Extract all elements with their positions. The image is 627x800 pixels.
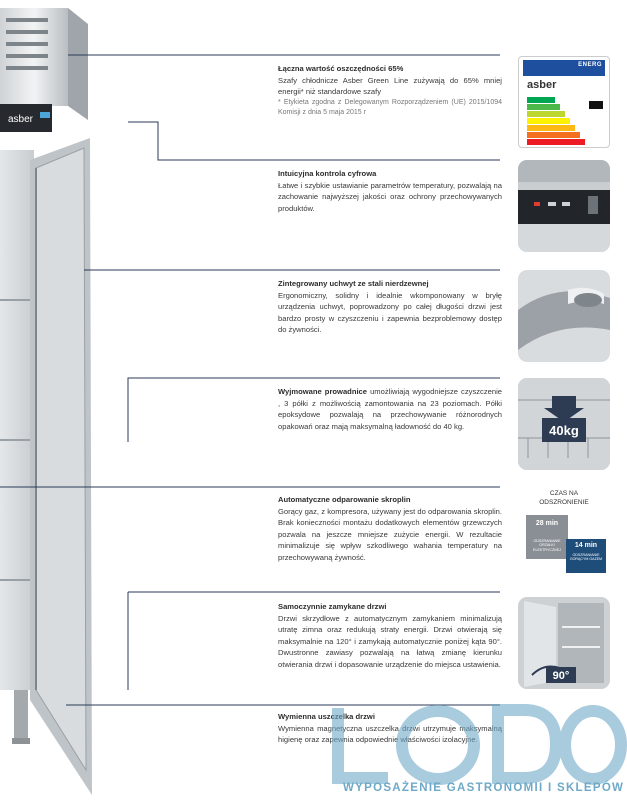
energy-label — [518, 56, 610, 148]
feature-text: Ergonomiczny, solidny i idealnie wkomponowany w bryłę urządzenia uchwyt, poprowadzony po całej długości drzwi jest bardzo prosty w czyszczeniu i zapewnia bezproblemowy dostęp do żywności. — [278, 290, 502, 335]
fridge-brand: asber — [8, 114, 34, 125]
feature-title: Łączna wartość oszczędności 65% — [278, 64, 404, 73]
feature-digital-control — [278, 168, 502, 214]
feature-title: Wyjmowane prowadnice — [278, 387, 368, 396]
feature-text: umożliwiają wygodniejsze czyszczenie , 3 półki z możliwością zamontowania na 23 poziomach. Półki epoksydowe pozwalają na przechowywanie różnorodnych opakowań oraz mają maksymalną ładowność do 40 kg. — [278, 387, 502, 431]
defrost-electric-label: ODSZRANIANIE GRZAŁKI ELEKTRYCZNEJ — [533, 539, 561, 552]
feature-energy-savings — [278, 63, 502, 119]
feature-text: Gorący gaz, z kompresora, używany jest do odparowania skroplin. Brak konieczności montażu dodatkowych elementów grzewczych pozwala na jeszcze mniejsze zużycie energii. W rezultacie minimalizuje się wpływ szkodliwego wahania temperatury na przechowywaną żywność. — [278, 506, 502, 562]
fridge-illustration — [0, 0, 160, 800]
feature-title: Wymienna uszczelka drzwi — [278, 712, 375, 721]
defrost-hotgas-label: ODSZRANIANIE GORĄCYM GAZEM — [569, 553, 603, 562]
feature-text: Drzwi skrzydłowe z automatycznym zamykaniem minimalizują utratę zimna oraz redukują straty energii. Drzwi otwierają się maksymalnie na 120° i zamykają automatycznie poniżej kąta 90°. Dwustronne zawiasy pozwalają na łatwą zmianę kierunku otwierania drzwi i dopasowanie urządzenie do miejsca ustawienia. — [278, 613, 502, 669]
feature-handle — [278, 278, 502, 336]
digital-control-photo — [518, 160, 610, 252]
shelves-photo — [518, 378, 610, 470]
energy-label-brand: asber — [527, 79, 557, 91]
feature-note: * Etykieta zgodna z Delegowanym Rozporządzeniem (UE) 2015/1094 Komisji z dnia 5 maja 2015 r — [278, 98, 502, 117]
feature-title: Zintegrowany uchwyt ze stali nierdzewnej — [278, 279, 429, 288]
handle-photo — [518, 270, 610, 362]
defrost-time-graphic — [518, 487, 610, 577]
defrost-electric-time: 28 min — [535, 520, 559, 527]
shelf-load-label: 40kg — [549, 423, 579, 438]
feature-removable-guides — [278, 386, 502, 432]
feature-title: Automatyczne odparowanie skroplin — [278, 495, 411, 504]
watermark-tagline: WYPOSAŻENIE GASTRONOMII I SKLEPÓW — [343, 782, 625, 794]
defrost-title-2: ODSZRONIENIE — [539, 499, 589, 506]
feature-text: Łatwe i szybkie ustawianie parametrów temperatury, pozwalają na zachowanie najwyższej jakości oraz ochrony przechowywanych produktów. — [278, 180, 502, 213]
feature-title: Samoczynnie zamykane drzwi — [278, 602, 387, 611]
door-open-photo — [518, 597, 610, 689]
feature-condensate — [278, 494, 502, 564]
defrost-hotgas-time: 14 min — [574, 542, 598, 549]
feature-text: Szafy chłodnicze Asber Green Line zużywają do 65% mniej energii* niż standardowe szafy — [278, 75, 502, 97]
defrost-hotgas-badge — [566, 539, 606, 573]
feature-self-closing-door — [278, 601, 502, 671]
energy-label-header: ENERG — [578, 62, 602, 68]
feature-title: Intuicyjna kontrola cyfrowa — [278, 169, 377, 178]
defrost-title-1: CZAS NA — [549, 490, 579, 497]
defrost-electric-badge — [526, 515, 568, 559]
door-angle-label: 90° — [552, 670, 570, 682]
feature-text: Wymienna magnetyczna uszczelka drzwi utrzymuje maksymalną higienę oraz zapewnia odpowiednie właściwości izolacyjne. — [278, 723, 502, 745]
